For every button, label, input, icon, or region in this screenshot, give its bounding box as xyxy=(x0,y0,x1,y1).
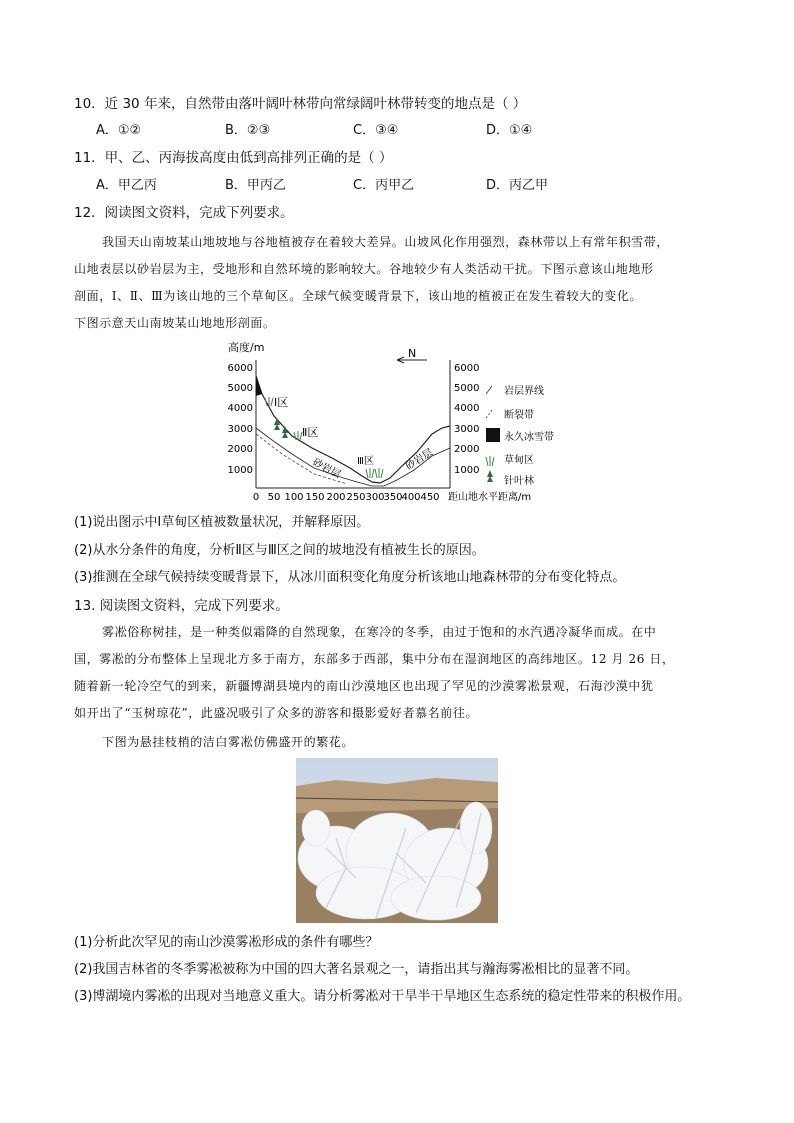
meadow-icon xyxy=(265,397,273,406)
meadow-icon xyxy=(294,431,302,440)
x-tick: 400 xyxy=(401,492,421,503)
q11-option-c: C．丙甲乙 xyxy=(353,178,415,193)
q13-passage-line: 如开出了“玉树琼花”，此盛况吸引了众多的游客和摄影爱好者慕名前往。 xyxy=(74,706,479,720)
q13-caption: 下图为悬挂枝梢的洁白雾凇仿佛盛开的繁花。 xyxy=(102,735,355,749)
conifer-legend-icon xyxy=(487,470,493,482)
legend-label: 针叶林 xyxy=(504,476,534,487)
q12-passage-line: 我国天山南坡某山地坡地与谷地植被存在着较大差异。山坡风化作用强烈，森林带以上有常年积雪带， xyxy=(102,235,670,249)
q10-option-c: C．③④ xyxy=(353,123,399,138)
permanent-snow-zone xyxy=(256,376,262,396)
meadow-icon xyxy=(366,468,374,478)
q12-question-2: (2)从水分条件的角度，分析Ⅱ区与Ⅲ区之间的坡地没有植被生长的原因。 xyxy=(74,543,485,558)
x-axis-title: 距山地水平距离/m xyxy=(448,492,532,503)
snow-legend-icon xyxy=(486,428,500,442)
x-tick: 150 xyxy=(305,492,325,503)
y-tick: 1000 xyxy=(454,465,480,476)
q11-option-a: A．甲乙丙 xyxy=(96,178,157,193)
q12-question-3: (3)推测在全球气候持续变暖背景下，从冰川面积变化角度分析该地山地森林带的分布变化特点。 xyxy=(74,570,626,585)
x-tick: 350 xyxy=(383,492,403,503)
y-tick: 4000 xyxy=(454,403,480,414)
q12-passage xyxy=(74,229,734,337)
terrain-profile-figure xyxy=(222,336,582,506)
q13-stem: 13. 阅读图文资料，完成下列要求。 xyxy=(74,598,289,614)
y-tick: 2000 xyxy=(454,444,480,455)
layer-label-left: 砂岩层 xyxy=(310,456,343,481)
legend-label: 断裂带 xyxy=(504,410,534,421)
y-axis-title: 高度/m xyxy=(228,341,265,354)
q12-question-1: (1)说出图示中Ⅰ草甸区植被数量状况，并解释原因。 xyxy=(74,515,370,530)
q13-question-2: (2)我国吉林省的冬季雾凇被称为中国的四大著名景观之一，请指出其与瀚海雾凇相比的显著不同。 xyxy=(74,962,639,977)
x-tick: 250 xyxy=(346,492,366,503)
q11-option-b: B．甲丙乙 xyxy=(225,178,286,193)
legend xyxy=(486,384,554,487)
zone-label-iii: Ⅲ区 xyxy=(357,456,374,467)
x-tick: 450 xyxy=(420,492,440,503)
q11-option-d: D．丙乙甲 xyxy=(486,178,549,193)
rock-boundary-legend-icon xyxy=(486,386,492,394)
q13-passage xyxy=(74,619,734,727)
conifer-icon xyxy=(274,418,280,430)
fault-legend-icon xyxy=(486,410,492,418)
q13-passage-line: 国，雾凇的分布整体上呈现北方多于南方，东部多于西部，集中分布在湿润地区的高纬地区。12 月 26 日， xyxy=(74,652,675,666)
q10-stem: 10．近 30 年来，自然带由落叶阔叶林带向常绿阔叶林带转变的地点是（ ） xyxy=(74,96,527,112)
left-y-ticks xyxy=(228,363,253,476)
x-tick: 100 xyxy=(284,492,304,503)
layer-label-right: 砂岩层 xyxy=(403,447,436,473)
x-ticks xyxy=(253,492,440,503)
legend-label: 草甸区 xyxy=(504,455,534,466)
y-tick: 2000 xyxy=(227,444,253,455)
conifer-icon-group xyxy=(274,418,288,438)
legend-label: 永久冰雪带 xyxy=(504,432,554,443)
x-tick: 0 xyxy=(252,492,260,503)
q13-passage-line: 随着新一轮冷空气的到来，新疆博湖县境内的南山沙漠地区也出现了罕见的沙漠雾凇景观，石海沙漠中犹 xyxy=(74,679,654,693)
x-tick: 200 xyxy=(326,492,346,503)
y-tick: 4000 xyxy=(227,403,253,414)
q13-caption-row xyxy=(74,729,734,756)
q13-passage-line: 雾凇俗称树挂，是一种类似霜降的自然现象，在寒冷的冬季，由过于饱和的水汽遇冷凝华而成。在中 xyxy=(102,625,657,639)
q12-passage-line: 下图示意天山南坡某山地地形剖面。 xyxy=(74,316,276,330)
x-tick: 300 xyxy=(365,492,385,503)
y-tick: 5000 xyxy=(227,383,253,394)
q10-option-a: A．①② xyxy=(96,123,142,138)
q12-passage-line: 剖面，Ⅰ、Ⅱ、Ⅲ为该山地的三个草甸区。全球气候变暖背景下，该山地的植被正在发生着较大的变化。 xyxy=(74,289,643,303)
zone-label-ii: Ⅱ区 xyxy=(302,426,319,439)
q13-question-3: (3)博湖境内雾凇的出现对当地意义重大。请分析雾凇对干旱半干旱地区生态系统的稳定性带来的积极作用。 xyxy=(74,989,691,1004)
north-label: N xyxy=(408,347,417,360)
q11-stem: 11．甲、乙、丙海拔高度由低到高排列正确的是（ ） xyxy=(74,150,393,166)
zone-label-i: Ⅰ区 xyxy=(274,396,289,409)
x-tick: 50 xyxy=(267,492,281,503)
y-tick: 1000 xyxy=(227,465,253,476)
y-tick: 6000 xyxy=(454,363,480,374)
meadow-legend-icon xyxy=(486,456,494,466)
q12-stem: 12．阅读图文资料，完成下列要求。 xyxy=(74,205,294,221)
y-tick: 6000 xyxy=(227,363,253,374)
y-tick: 3000 xyxy=(227,424,253,435)
q12-passage-line: 山地表层以砂岩层为主，受地形和自然环境的影响较大。谷地较少有人类活动干扰。下图示意该山地地形 xyxy=(74,262,654,276)
q13-question-1: (1)分析此次罕见的南山沙漠雾凇形成的条件有哪些？ xyxy=(74,935,379,950)
conifer-icon xyxy=(282,426,288,438)
q10-option-d: D．①④ xyxy=(486,123,533,138)
legend-label: 岩层界线 xyxy=(504,386,544,397)
right-y-ticks xyxy=(454,363,479,476)
y-tick: 5000 xyxy=(454,383,480,394)
rime-photo xyxy=(296,758,498,923)
meadow-icon xyxy=(375,468,383,478)
y-tick: 3000 xyxy=(454,424,480,435)
q10-option-b: B．②③ xyxy=(225,123,271,138)
